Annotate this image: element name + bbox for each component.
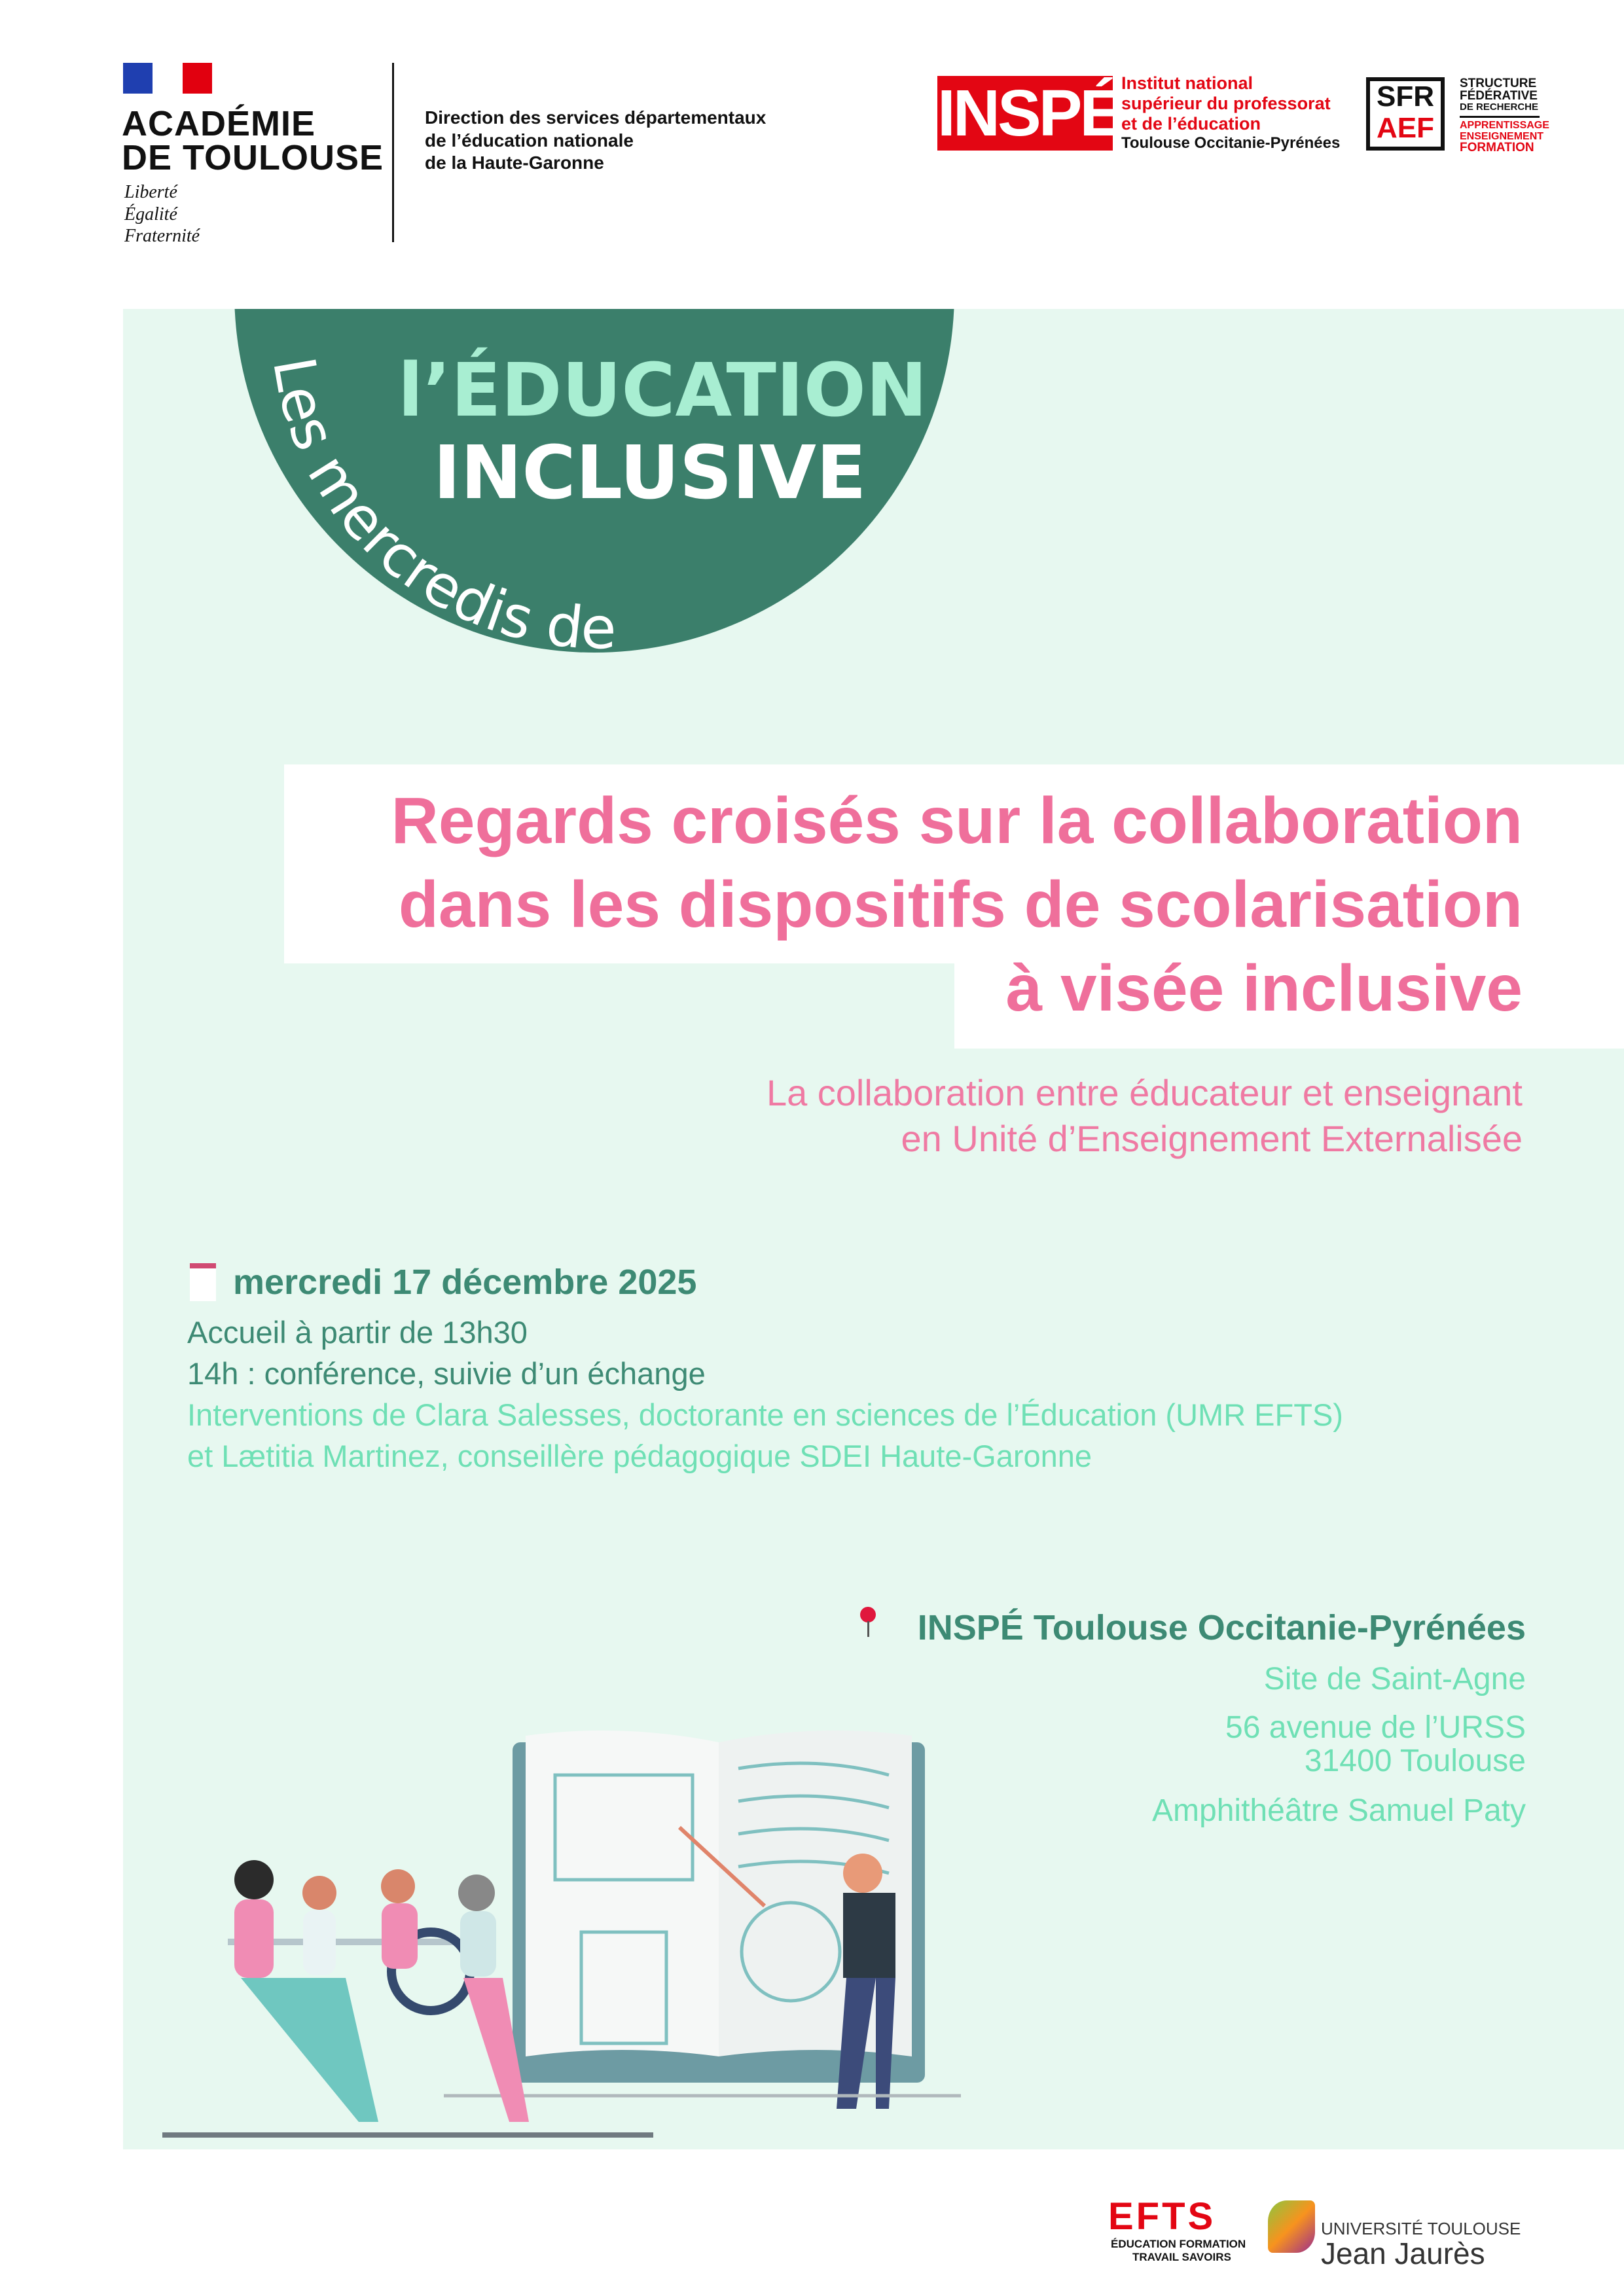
location-pin-icon (860, 1607, 876, 1623)
title-line3: à visée inclusive (1005, 952, 1523, 1025)
event-intervenants-2: et Lætitia Martinez, conseillère pédagogique SDEI Haute-Garonne (187, 1439, 1092, 1473)
calendar-icon (190, 1263, 216, 1301)
series-line2: INCLUSIVE (433, 431, 867, 516)
sfr-divider (1460, 116, 1540, 118)
classroom-illustration (162, 1716, 1013, 2149)
sfr-line2: FÉDÉRATIVE (1460, 89, 1538, 103)
sfr-line4: APPRENTISSAGE (1460, 120, 1549, 131)
sfr-line6: FORMATION (1460, 141, 1534, 154)
sfr-logo-top: SFR (1377, 81, 1434, 113)
title-line1: Regards croisés sur la collaboration (391, 784, 1523, 857)
sfr-logo (1366, 77, 1445, 151)
sfr-line5: ENSEIGNEMENT (1460, 131, 1544, 142)
location-name: INSPÉ Toulouse Occitanie-Pyrénées (917, 1608, 1526, 1647)
devise-egalite: Égalité (124, 204, 177, 224)
content-panel (123, 309, 1624, 2149)
series-curved: Les mercredis de (259, 352, 617, 662)
event-accueil: Accueil à partir de 13h30 (187, 1315, 528, 1350)
ut2j-line1: UNIVERSITÉ TOULOUSE (1321, 2219, 1521, 2238)
sfr-line3: DE RECHERCHE (1460, 101, 1539, 113)
subtitle-line2: en Unité d’Enseignement Externalisée (901, 1118, 1523, 1159)
efts-line2: TRAVAIL SAVOIRS (1132, 2251, 1231, 2263)
inspe-line3: et de l’éducation (1121, 114, 1261, 134)
inspe-line4: Toulouse Occitanie-Pyrénées (1121, 134, 1341, 152)
ut2j-line2: Jean Jaurès (1321, 2236, 1485, 2270)
direction-line3: de la Haute-Garonne (425, 152, 604, 173)
event-date: mercredi 17 décembre 2025 (233, 1263, 697, 1302)
academie-line2: DE TOULOUSE (122, 138, 384, 177)
event-intervenants-1: Interventions de Clara Salesses, doctorante en sciences de l’Éducation (UMR EFTS) (187, 1397, 1343, 1432)
ut2j-logo-icon (1268, 2200, 1315, 2253)
inspe-line1: Institut national (1121, 73, 1253, 93)
devise-liberte: Liberté (124, 182, 177, 202)
academie-line1: ACADÉMIE (122, 104, 316, 143)
sfr-logo-bottom: AEF (1377, 112, 1434, 144)
direction-line1: Direction des services départementaux (425, 107, 767, 128)
sfr-line1: STRUCTURE (1460, 77, 1537, 90)
location-site: Site de Saint-Agne (1263, 1662, 1526, 1696)
marianne-logo (123, 63, 212, 94)
location-address1: 56 avenue de l’URSS (1225, 1710, 1526, 1745)
location-room: Amphithéâtre Samuel Paty (1152, 1793, 1526, 1828)
event-programme: 14h : conférence, suivie d’un échange (187, 1356, 706, 1391)
subtitle-line1: La collaboration entre éducateur et enseignant (766, 1072, 1523, 1113)
devise-fraternite: Fraternité (124, 226, 200, 246)
series-line1: l’ÉDUCATION (398, 348, 928, 433)
direction-line2: de l’éducation nationale (425, 130, 634, 151)
inspe-line2: supérieur du professorat (1121, 94, 1331, 113)
title-line2: dans les dispositifs de scolarisation (398, 868, 1523, 941)
efts-line1: ÉDUCATION FORMATION (1111, 2238, 1246, 2250)
location-address2: 31400 Toulouse (1304, 1744, 1526, 1778)
efts-logo: EFTS (1108, 2195, 1216, 2238)
divider (392, 63, 394, 242)
inspe-logo: INSPÉ (937, 77, 1121, 150)
